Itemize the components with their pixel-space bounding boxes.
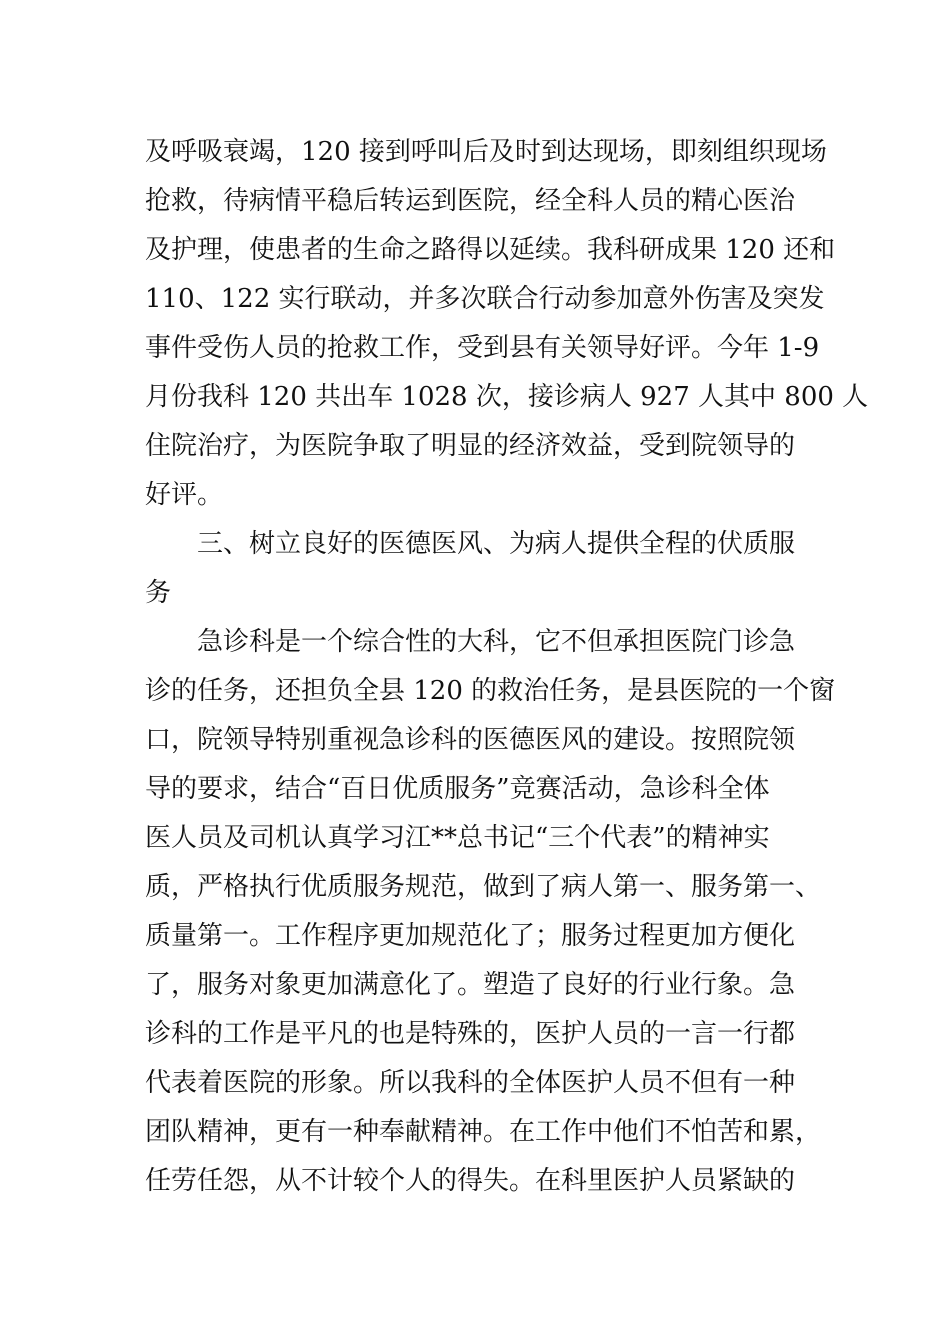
text-line: 住院治疗，为医院争取了明显的经济效益，受到院领导的 bbox=[145, 431, 796, 461]
text-line: 抢救，待病情平稳后转运到医院，经全科人员的精心医治 bbox=[145, 186, 796, 216]
text-line: 导的要求，结合“百日优质服务”竞赛活动，急诊科全体 bbox=[145, 774, 770, 804]
text-line: 口，院领导特别重视急诊科的医德医风的建设。按照院领 bbox=[145, 725, 796, 755]
text-line: 诊科的工作是平凡的也是特殊的，医护人员的一言一行都 bbox=[145, 1019, 796, 1049]
text-line: 诊的任务，还担负全县 120 的救治任务，是县医院的一个窗 bbox=[145, 676, 836, 706]
text-line: 团队精神，更有一种奉献精神。在工作中他们不怕苦和累， bbox=[145, 1117, 822, 1147]
text-line: 及呼吸衰竭，120 接到呼叫后及时到达现场，即刻组织现场 bbox=[145, 137, 827, 167]
text-line: 好评。 bbox=[145, 480, 224, 510]
text-line: 事件受伤人员的抢救工作，受到县有关领导好评。今年 1-9 bbox=[145, 333, 820, 363]
text-line: 急诊科是一个综合性的大科，它不但承担医院门诊急 bbox=[197, 627, 796, 657]
section-heading-line: 三、树立良好的医德医风、为病人提供全程的伏质服 bbox=[197, 529, 796, 559]
text-line: 及护理，使患者的生命之路得以延续。我科研成果 120 还和 bbox=[145, 235, 836, 265]
text-line: 医人员及司机认真学习江**总书记“三个代表”的精神实 bbox=[145, 823, 770, 853]
text-line: 了，服务对象更加满意化了。塑造了良好的行业行象。急 bbox=[145, 970, 796, 1000]
text-line: 代表着医院的形象。所以我科的全体医护人员不但有一种 bbox=[145, 1068, 796, 1098]
text-line: 月份我科 120 共出车 1028 次，接诊病人 927 人其中 800 人 bbox=[145, 382, 869, 412]
document-body bbox=[145, 128, 869, 1206]
text-line: 110、122 实行联动，并多次联合行动参加意外伤害及突发 bbox=[145, 284, 825, 314]
section-heading-line: 务 bbox=[145, 578, 172, 608]
text-line: 任劳任怨，从不计较个人的得失。在科里医护人员紧缺的 bbox=[145, 1166, 796, 1196]
text-line: 质量第一。工作程序更加规范化了；服务过程更加方便化 bbox=[145, 921, 796, 951]
text-line: 质，严格执行优质服务规范，做到了病人第一、服务第一、 bbox=[145, 872, 822, 902]
